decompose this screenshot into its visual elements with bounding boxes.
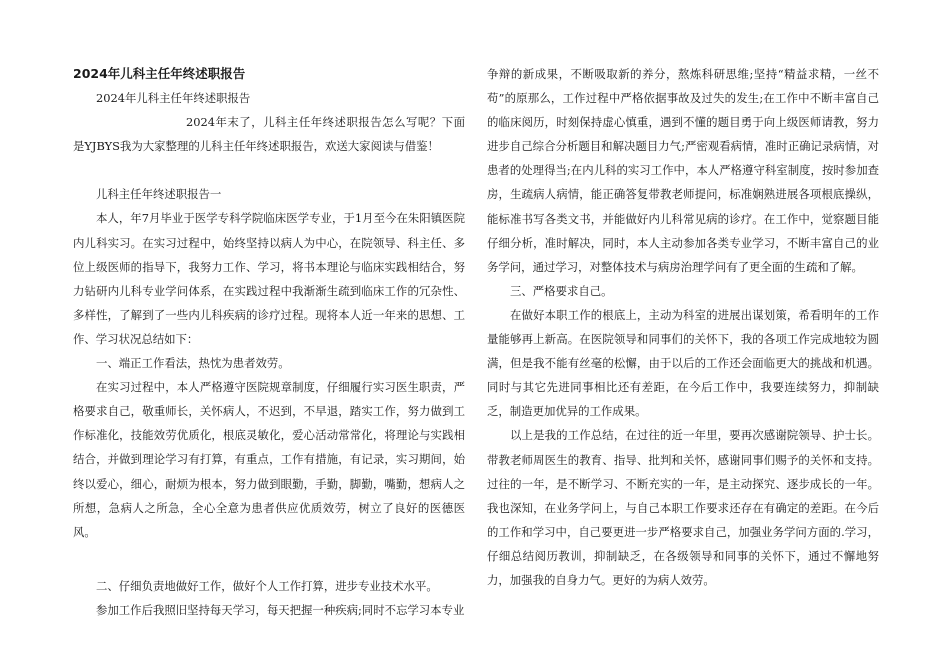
document-title: 2024年儿科主任年终述职报告 (73, 66, 246, 81)
paragraph: 在实习过程中，本人严格遵守医院规章制度，仔细履行实习医生职责，严格要求自己，敬重师长，关怀病人，不迟到，不早退，踏实工作，努力做到工作标准化，技能效劳优质化，根底灵敏化，爱心活动常常化，将理论与实践相结合，并做到理论学习有打算，有重点，工作有措施，有记录，实习期间，始终以爱心，细心，耐烦为根本，努力做到眼勤，手勤，脚勤，嘴勤，想病人之所想，急病人之所急，全心全意为患者供应优质效劳，树立了良好的医德医风。 (73, 380, 465, 539)
paragraph: 在做好本职工作的根底上，主动为科室的进展出谋划策，希看明年的工作量能够再上新高。在医院领导和同事们的关怀下，我的各项工作完成地较为圆满，但是我不能有丝毫的松懈，由于以后的工作还会面临更大的挑战和机遇。同时与其它先进同事相比还有差距，在今后工作中，我要连续努力，抑制缺乏，制造更加优异的工作成果。 (487, 307, 879, 419)
paragraph: 本人，年7月毕业于医学专科学院临床医学专业，于1月至今在朱阳镇医院内儿科实习。在实习过程中，始终坚持以病人为中心，在院领导、科主任、多位上级医师的指导下，我努力工作、学习，将书本理论与临床实践相结合，努力钻研内儿科专业学问体系，在实践过程中我渐渐生疏到临床工作的冗杂性、多样性，了解到了一些内儿科疾病的诊疗过程。现将本人近一年来的思想、工作、学习状况总结如下： (73, 211, 465, 346)
paragraph: 儿科主任年终述职报告一 (96, 187, 222, 202)
paragraph-spacer (73, 544, 465, 574)
paragraph: 三、严格要求自己。 (510, 283, 613, 298)
left-column (73, 62, 465, 622)
paragraph: 二、仔细负责地做好工作，做好个人工作打算，进步专业技术水平。 (96, 578, 438, 593)
paragraph: 以上是我的工作总结，在过往的近一年里，要再次感谢院领导、护士长。带教老师周医生的教育、指导、批判和关怀，感谢同事们赐予的关怀和支持。过往的一年，是不断学习、不断充实的一年，是主动探究、逐步成长的一年。我也深知，在业务学问上，与自己本职工作要求还存在有确定的差距。在今后的工作和学习中，自己要更进一步严格要求自己，加强业务学问方面的.学习，仔细总结阅历教训，抑制缺乏，在各级领导和同事的关怀下，通过不懈地努力，加强我的自身力气。更好的为病人效劳。 (487, 428, 879, 587)
paragraph: 2024年末了，儿科主任年终述职报告怎么写呢？下面是YJBYS我为大家整理的儿科主任年终述职报告，欢送大家阅读与借鉴！ (73, 115, 465, 154)
paragraph: 争辩的新成果，不断吸取新的养分，熬炼科研思维;坚持“精益求精，一丝不苟”的原那么，工作过程中严格依据事故及过失的发生;在工作中不断丰富自己的临床阅历，时刻保持虚心慎重，遇到不懂的题目勇于向上级医师请教，努力进步自己综合分析题目和解决题目力气;严密观看病情，准时正确记录病情，对患者的处理得当;在内儿科的实习工作中，本人严格遵守科室制度，按时参加查房，生疏病人病情，能正确答复带教老师提问，标准娴熟进展各项根底操纵，能标准书写各类文书，并能做好内儿科常见病的诊疗。在工作中，觉察题目能仔细分析，准时解决，同时，本人主动参加各类专业学习，不断丰富自己的业务学问，通过学习，对整体技术与病房治理学问有了更全面的生疏和了解。 (487, 67, 879, 274)
right-column (487, 62, 879, 592)
left-column-body (73, 86, 465, 622)
paragraph: 一、端正工作看法，热忱为患者效劳。 (96, 356, 290, 371)
paragraph: 2024年儿科主任年终述职报告 (96, 91, 251, 106)
paragraph-spacer (73, 158, 465, 182)
paragraph: 参加工作后我照旧坚持每天学习，每天把握一种疾病;同时不忘学习本专业 (96, 602, 465, 617)
right-column-body (487, 62, 879, 592)
